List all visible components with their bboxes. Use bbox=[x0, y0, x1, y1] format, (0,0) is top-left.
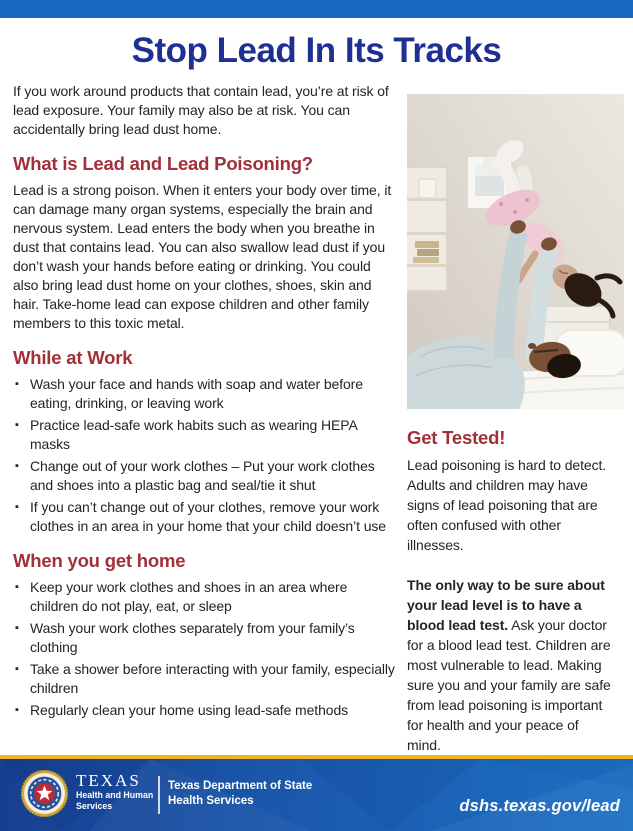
dshs-lead-url[interactable]: dshs.texas.gov/lead bbox=[459, 797, 620, 815]
footer bbox=[0, 755, 633, 831]
when-home-list bbox=[13, 578, 395, 720]
footer-band bbox=[0, 759, 633, 831]
bullet-item: ▪ Regularly clean your home using lead-safe methods bbox=[30, 701, 395, 720]
heading-get-tested: Get Tested! bbox=[407, 427, 506, 448]
blood-test-bold-text: The only way to be sure about your lead level is to have a blood lead test. bbox=[407, 577, 605, 633]
main-content bbox=[0, 80, 633, 755]
what-is-lead-paragraph: Lead is a strong poison. When it enters your body over time, it can damage many organ systems, especially the brain and nervous system. Lead enters the body when you breathe in dust that contains lead. You can also swallow lead dust if you don’t wash your hands before eating or drinking. You could also bring lead dust home on your clothes, shoes, skin and hair. Take-home lead can expose children and other family members to this toxic metal. bbox=[13, 182, 392, 331]
texas-hhs-seal-icon bbox=[21, 770, 68, 817]
bullet-item: ▪ Keep your work clothes and shoes in an area where children do not play, eat, or sleep bbox=[30, 578, 395, 616]
get-tested-paragraph-2 bbox=[407, 575, 615, 755]
hhs-line-1: Health and Human bbox=[76, 790, 154, 800]
intro-paragraph: If you work around products that contain lead, you’re at risk of lead exposure. Your family may also be at risk. You can accidentally bring lead dust home. bbox=[13, 83, 389, 137]
bullet-item: ▪ Take a shower before interacting with your family, especially children bbox=[30, 660, 395, 698]
bullet-item: ▪ Wash your face and hands with soap and water before eating, drinking, or leaving work bbox=[30, 375, 395, 413]
bullet-item: ▪ Practice lead-safe work habits such as wearing HEPA masks bbox=[30, 416, 395, 454]
left-column bbox=[13, 80, 395, 755]
family-photo bbox=[407, 94, 624, 409]
right-column bbox=[407, 80, 624, 755]
heading-what-is-lead: What is Lead and Lead Poisoning? bbox=[13, 153, 313, 174]
agency-line-1: Texas Department of State bbox=[168, 780, 313, 792]
page-title: Stop Lead In Its Tracks bbox=[131, 31, 502, 70]
get-tested-paragraph-1: Lead poisoning is hard to detect. Adults and children may have signs of lead poisoning that are often confused with other illnesses. bbox=[407, 457, 607, 553]
while-at-work-list bbox=[13, 375, 395, 536]
top-accent-bar bbox=[0, 0, 633, 18]
heading-when-you-get-home: When you get home bbox=[13, 550, 186, 571]
texas-wordmark: TEXAS bbox=[76, 771, 141, 790]
family-photo-illustration bbox=[407, 94, 624, 409]
bullet-item: ▪ If you can’t change out of your clothes, remove your work clothes in an area in your home that your child doesn’t use bbox=[30, 498, 395, 536]
footer-divider bbox=[158, 776, 160, 814]
hhs-logo-text bbox=[76, 772, 153, 811]
hhs-line-2: Services bbox=[76, 800, 113, 811]
heading-while-at-work: While at Work bbox=[13, 347, 133, 368]
blood-test-rest-text: Ask your doctor for a blood lead test. Children are most vulnerable to lead. Making sure you and your family are safe from lead poisoning is important for health and your peace of mind. bbox=[407, 617, 611, 753]
agency-name bbox=[168, 779, 312, 808]
bullet-item: ▪ Change out of your work clothes – Put your work clothes and shoes into a plastic bag and seal/tie it shut bbox=[30, 457, 395, 495]
bullet-item: ▪ Wash your work clothes separately from your family’s clothing bbox=[30, 619, 395, 657]
agency-line-2: Health Services bbox=[168, 794, 254, 807]
